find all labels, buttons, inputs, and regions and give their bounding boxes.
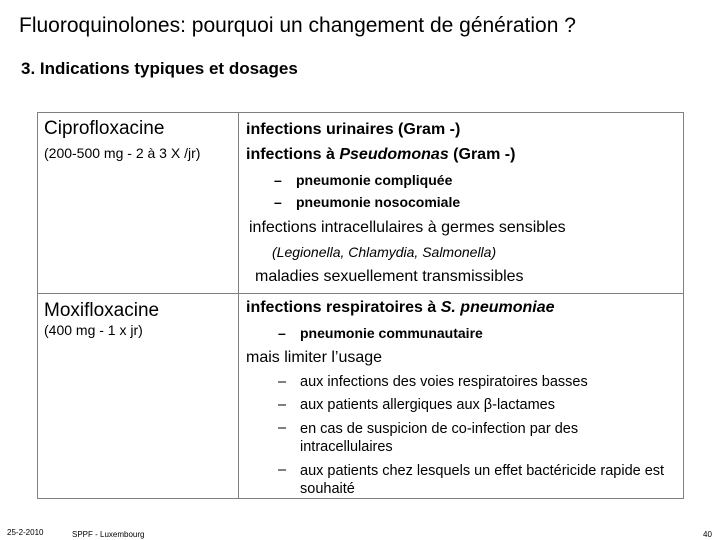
dose-moxi: (400 mg - 1 x jr)	[44, 322, 143, 338]
dash: –	[274, 172, 282, 188]
sub-item-nosocomial	[274, 194, 460, 210]
limit-item	[278, 397, 555, 413]
column-divider	[238, 112, 239, 499]
limit-item	[278, 462, 300, 478]
dash: –	[278, 462, 287, 478]
indication-intracellular: infections intracellulaires à germes sensibles	[249, 219, 566, 236]
limit-item-text: aux patients chez lesquels un effet bactéricide rapide est souhaité	[300, 463, 665, 497]
dose-cipro: (200-500 mg - 2 à 3 X /jr)	[44, 145, 201, 161]
indication-std: maladies sexuellement transmissibles	[255, 268, 524, 285]
sub-item-community-text: pneumonie communautaire	[300, 325, 483, 341]
limit-item-text: en cas de suspicion de co-infection par des intracellulaires	[300, 421, 579, 455]
slide-title: Fluoroquinolones: pourquoi un changement de génération ?	[19, 14, 576, 37]
dash: –	[278, 397, 287, 413]
dash: –	[278, 374, 287, 390]
sub-item-complicated	[274, 172, 452, 188]
limit-item	[278, 420, 300, 436]
limit-item	[278, 374, 588, 390]
indication-respiratory-pre: infections respiratoires à	[246, 299, 441, 316]
limit-item-text: aux infections des voies respiratoires basses	[300, 374, 588, 390]
pseudomonas-italic: Pseudomonas	[339, 146, 449, 163]
intracellular-germs-note: (Legionella, Chlamydia, Salmonella)	[272, 244, 497, 260]
sub-item-community	[278, 325, 483, 341]
indication-pseudomonas-pre: infections à	[246, 146, 340, 163]
limit-item-text: aux patients allergiques aux β-lactames	[300, 397, 555, 413]
dash: –	[278, 325, 286, 341]
indication-respiratory	[246, 299, 555, 317]
section-subtitle: 3. Indications typiques et dosages	[21, 59, 298, 78]
s-pneumoniae-italic: S. pneumoniae	[440, 299, 555, 316]
sub-item-complicated-text: pneumonie compliquée	[296, 172, 453, 188]
limit-usage-heading: mais limiter l’usage	[246, 349, 383, 366]
dash: –	[278, 420, 287, 436]
drug-name-moxi: Moxifloxacine	[44, 300, 160, 321]
row-divider	[37, 293, 684, 294]
indication-urinary: infections urinaires (Gram -)	[246, 121, 461, 138]
indication-pseudomonas	[246, 146, 515, 164]
sub-item-nosocomial-text: pneumonie nosocomiale	[296, 194, 461, 210]
indication-pseudomonas-post: (Gram -)	[448, 146, 516, 163]
footer-date: 25-2-2010	[7, 528, 44, 537]
footer-organization: SPPF - Luxembourg	[72, 530, 145, 539]
drug-name-cipro: Ciprofloxacine	[44, 118, 165, 139]
dash: –	[274, 194, 282, 210]
page-number: 40	[703, 530, 712, 539]
